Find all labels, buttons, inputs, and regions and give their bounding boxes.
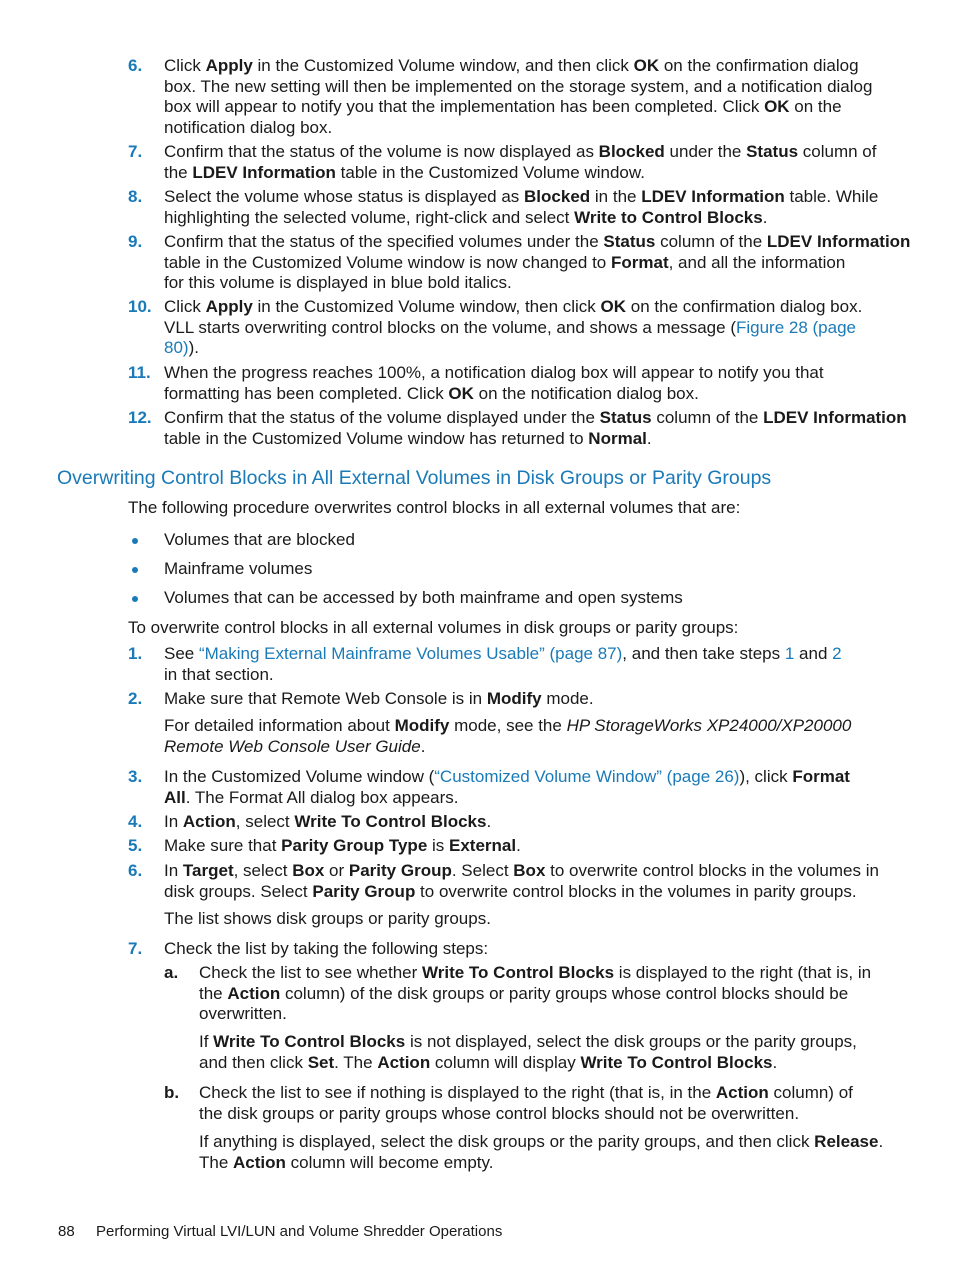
step-text: Confirm that the status of the volume displayed under the Status column of the LDEV Information table in the Customized Volume window has returned to Normal. <box>164 408 907 448</box>
step-number: 10. <box>128 297 152 316</box>
step-number: 11. <box>128 363 151 382</box>
step-text: In the Customized Volume window (“Customized Volume Window” (page 26)), click Format All. The Format All dialog box appears. <box>164 767 850 807</box>
step-number: 6. <box>128 56 143 75</box>
step-number: 6. <box>128 861 143 880</box>
step-text: Check the list by taking the following steps: <box>164 939 489 958</box>
step-1-link[interactable]: 1 <box>784 644 795 663</box>
step-text: Make sure that Parity Group Type is External. <box>164 836 521 855</box>
substep-letter: a. <box>164 963 179 982</box>
page-number: 88 <box>58 1223 75 1240</box>
substep-text: Check the list to see whether Write To Control Blocks is displayed to the right (that is, in the Action column) of the disk groups or parity groups whose control blocks should be overwritten. <box>199 963 872 1024</box>
step-number: 4. <box>128 812 143 831</box>
figure-28-link-cont[interactable]: 80) <box>164 338 189 358</box>
section-heading: Overwriting Control Blocks in All External Volumes in Disk Groups or Parity Groups <box>57 467 772 489</box>
step-text: In Action, select Write To Control Blocks. <box>164 812 492 831</box>
customized-volume-window-link[interactable]: “Customized Volume Window” (page 26) <box>434 767 740 786</box>
substep-letter: b. <box>164 1083 180 1102</box>
step-text: Click Apply in the Customized Volume window, then click OK on the confirmation dialog box. VLL starts overwriting control blocks on the volume, and shows a message (Figure 28 (page 80)). <box>164 297 863 358</box>
step-text: Confirm that the status of the specified volumes under the Status column of the LDEV Information table in the Customized Volume window is now changed to Format, and all the information for this volume is displayed in blue bold italics. <box>164 232 911 293</box>
step-number: 9. <box>128 232 143 251</box>
bullet-icon <box>132 538 138 544</box>
step-number: 1. <box>128 644 143 663</box>
step-number: 8. <box>128 187 143 206</box>
bullet-icon <box>132 596 138 602</box>
step-2-link[interactable]: 2 <box>832 644 842 663</box>
footer-title: Performing Virtual LVI/LUN and Volume Shredder Operations <box>96 1223 503 1240</box>
step-text: In Target, select Box or Parity Group. Select Box to overwrite control blocks in the volumes in disk groups. Select Parity Group to overwrite control blocks in the volumes in parity groups. <box>164 861 879 901</box>
step-text: Confirm that the status of the volume is now displayed as Blocked under the Status column of the LDEV Information table in the Customized Volume window. <box>164 142 877 182</box>
step-number: 2. <box>128 689 143 708</box>
figure-28-link[interactable]: Figure 28 (page <box>735 317 857 337</box>
step-number: 3. <box>128 767 143 786</box>
step-number: 7. <box>128 142 143 161</box>
step-number: 5. <box>128 836 143 855</box>
step-text: When the progress reaches 100%, a notification dialog box will appear to notify you that formatting has been completed. Click OK on the notification dialog box. <box>164 363 824 403</box>
substep-text: Check the list to see if nothing is displayed to the right (that is, in the Action column) of the disk groups or parity groups whose control blocks should not be overwritten. <box>199 1083 853 1123</box>
step-number: 7. <box>128 939 143 958</box>
step-text: Select the volume whose status is displayed as Blocked in the LDEV Information table. While highlighting the selected volume, right-click and select Write to Control Blocks. <box>164 187 879 227</box>
step-text: See “Making External Mainframe Volumes Usable” (page 87), and then take steps 1 and 2 in that section. <box>164 644 842 684</box>
step-text: Make sure that Remote Web Console is in Modify mode. <box>164 689 594 708</box>
step-text: Click Apply in the Customized Volume window, and then click OK on the confirmation dialog box. The new setting will then be implemented on the storage system, and a notification dialog box will appear to notify you that the implementation has been completed. Click OK on the notification dialog box. <box>164 56 873 137</box>
step-number: 12. <box>128 408 152 427</box>
bullet-icon <box>132 567 138 573</box>
mainframe-volumes-link[interactable]: “Making External Mainframe Volumes Usable” (page 87) <box>198 644 623 663</box>
document-page: 6. Click Apply in the Customized Volume window, and then click OK on the confirmation dialog box. The new setting will then be implemented on the storage system, and a notification dialog box will appear to notify you that the implementation has been completed. Click OK on the notification dialog box. 7. Confirm that the status of the volume is now displayed as Blocked under the Status column of the LDEV Information table in the Customized Volume window. 8. Select the volume whose status is displayed as Blocked in the LDEV Information table. While highlighting the selected volume, right-click and select Write to Control Blocks. 9. Confirm that the status of the specified volumes under the Status column of the LDEV Information table in the Customized Volume window is now changed to Format, and all the information for this volume is displayed in blue bold italics. 10. Click Apply in the Customized Volume window, then click OK on the confirmation dialog box. VLL starts overwriting control blocks on the volume, and shows a message (Figure 28 (page 80)). 11. When the progress reaches 100%, a notification dialog box will appear to notify you that formatting has been completed. Click OK on the notification dialog box. 12. Confirm that the status of the volume displayed under the Status column of the LDEV Information table in the Customized Volume window has returned to Normal. Overwriting Control Blocks in All External Volumes in Disk Groups or Parity Groups The following procedure overwrites control blocks in all external volumes that are: Volumes that are blocked Mainframe volumes Volumes that can be accessed by both mainframe and open systems To overwrite control blocks in all external volumes in disk groups or parity groups: 1. See “Making External Mainframe Volumes Usable” (page 87), and then take steps 1 and 2 in that section. 2. Make sure that Remote Web Console is in Modify mode. For detailed information about Modify mode, see the HP StorageWorks XP24000/XP20000 Remote Web Console User Guide. 3. In the Customized Volume window (“Customized Volume Window” (page 26)), click Format All. The Format All dialog box appears. 4. In Action, select Write To Control Blocks. 5. Make sure that Parity Group Type is External. 6. In Target, select Box or Parity Group. Select Box to overwrite control blocks in the volumes in disk groups. Select Parity Group to overwrite control blocks in the volumes in parity groups. The list shows disk groups or parity groups. 7. Check the list by taking the following steps: a. Check the list to see whether Write To Control Blocks is displayed to the right (that is, in the Action column) of the disk groups or parity groups whose control blocks should be overwritten. If Write To Control Blocks is not displayed, select the disk groups or the parity groups, and then click Set. The Action column will display Write To Control Blocks. b. Check the list to see if nothing is displayed to the right (that is, in the Action column) of the disk groups or parity groups whose control blocks should not be overwritten. If anything is displayed, select the disk groups or the parity groups, and then click Release. The Action column will become empty. 88 Performing Virtual LVI/LUN and Volume Shredder Operations <box>0 0 954 1271</box>
